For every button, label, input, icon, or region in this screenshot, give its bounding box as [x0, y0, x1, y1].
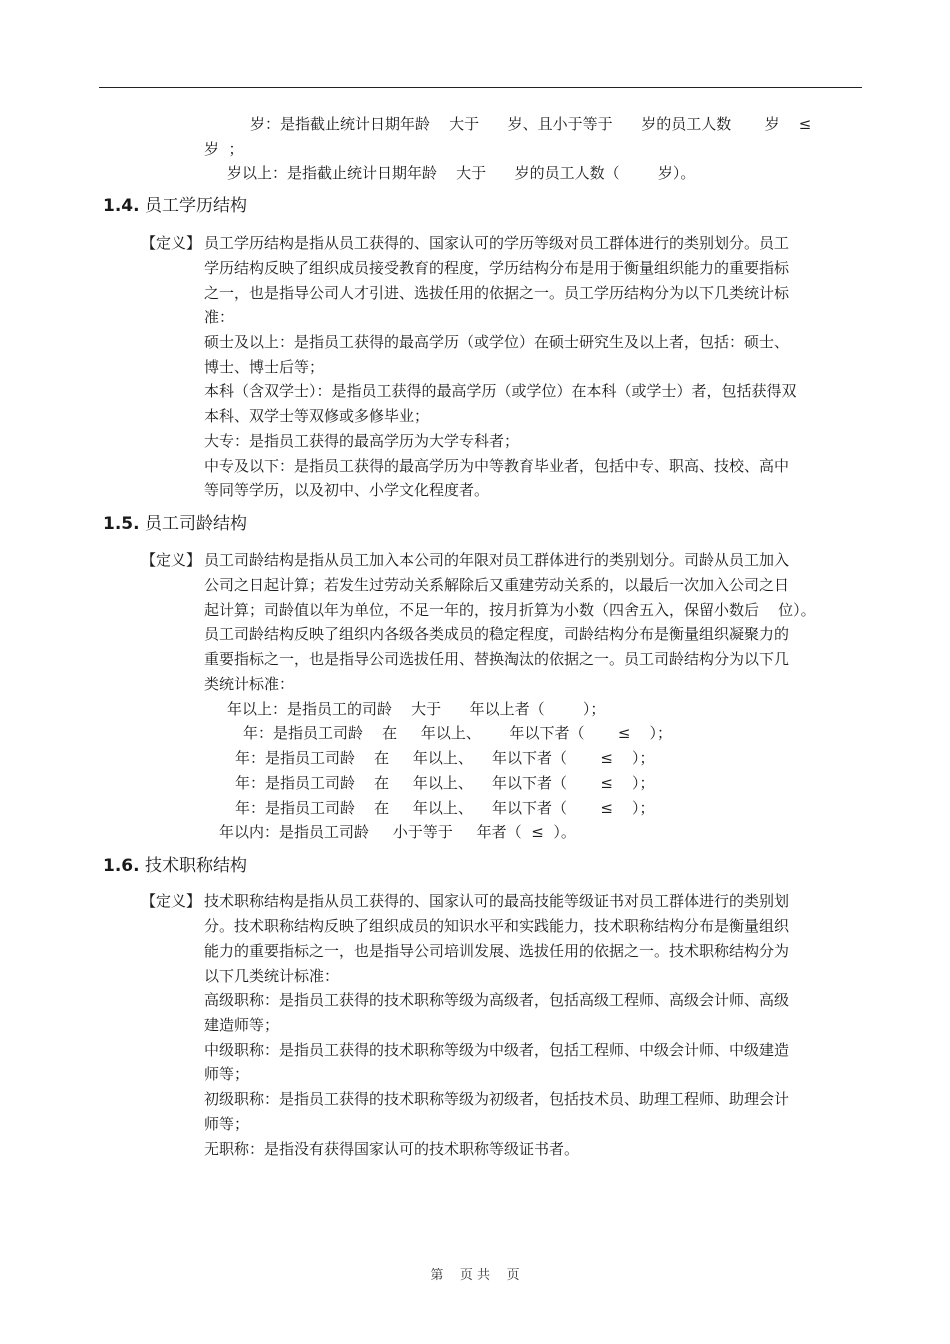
- age-above-line: 岁以上：是指截止统计日期年龄 大于 岁的员工人数（ 岁）。: [227, 164, 696, 182]
- paragraph-line: 博士、博士后等；: [204, 358, 325, 376]
- age-range-line-cont: 岁 ；: [204, 140, 244, 158]
- section-title: 员工学历结构: [144, 196, 247, 216]
- paragraph-line: 技术职称结构是指从员工获得的、国家认可的最高技能等级证书对员工群体进行的类别划: [204, 892, 790, 910]
- tenure-item: 年：是指员工司龄 在 年以上、 年以下者（ ≤ ）；: [235, 799, 655, 817]
- paragraph-line: 类统计标准：: [204, 675, 295, 693]
- paragraph-line: 之一，也是指导公司人才引进、选拔任用的依据之一。员工学历结构分为以下几类统计标: [204, 284, 790, 302]
- paragraph-line: 师等；: [204, 1065, 250, 1083]
- paragraph-line: 员工学历结构是指从员工获得的、国家认可的学历等级对员工群体进行的类别划分。员工: [204, 234, 790, 252]
- paragraph-line: 公司之日起计算；若发生过劳动关系解除后又重建劳动关系的，以最后一次加入公司之日: [204, 576, 790, 594]
- paragraph-line: 分。技术职称结构反映了组织成员的知识水平和实践能力，技术职称结构分布是衡量组织: [204, 917, 790, 935]
- paragraph-line: 等同等学历，以及初中、小学文化程度者。: [204, 481, 490, 499]
- paragraph-line: 本科、双学士等双修或多修毕业；: [204, 407, 430, 425]
- paragraph-line: 高级职称：是指员工获得的技术职称等级为高级者，包括高级工程师、高级会计师、高级: [204, 991, 790, 1009]
- paragraph-line: 中级职称：是指员工获得的技术职称等级为中级者，包括工程师、中级会计师、中级建造: [204, 1041, 790, 1059]
- paragraph-line: 能力的重要指标之一，也是指导公司培训发展、选拔任用的依据之一。技术职称结构分为: [204, 942, 790, 960]
- section-title: 员工司龄结构: [144, 514, 247, 534]
- section-heading-tenure: [103, 513, 247, 535]
- paragraph-line: 建造师等；: [204, 1016, 280, 1034]
- paragraph-line: 起计算；司龄值以年为单位，不足一年的，按月折算为小数（四舍五入，保留小数后 位）。: [204, 601, 816, 619]
- paragraph-line: 本科（含双学士）：是指员工获得的最高学历（或学位）在本科（或学士）者，包括获得双: [204, 382, 797, 400]
- paragraph-line: 中专及以下：是指员工获得的最高学历为中等教育毕业者，包括中专、职高、技校、高中: [204, 457, 790, 475]
- paragraph-line: 初级职称：是指员工获得的技术职称等级为初级者，包括技术员、助理工程师、助理会计: [204, 1090, 790, 1108]
- paragraph-line: 员工司龄结构反映了组织内各级各类成员的稳定程度，司龄结构分布是衡量组织凝聚力的: [204, 625, 790, 643]
- definition-tag: 【定义】: [141, 551, 202, 569]
- paragraph-line: 以下几类统计标准：: [204, 967, 340, 985]
- paragraph-line: 大专：是指员工获得的最高学历为大学专科者；: [204, 432, 520, 450]
- tenure-item: 年以内：是指员工司龄 小于等于 年者（ ≤ ）。: [219, 823, 576, 841]
- tenure-item: 年以上：是指员工的司龄 大于 年以上者（ ）；: [227, 700, 606, 718]
- header-rule: [99, 87, 862, 88]
- section-heading-title: [103, 855, 247, 877]
- paragraph-line: 准：: [204, 308, 235, 326]
- paragraph-line: 无职称：是指没有获得国家认可的技术职称等级证书者。: [204, 1140, 580, 1158]
- paragraph-line: 员工司龄结构是指从员工加入本公司的年限对员工群体进行的类别划分。司龄从员工加入: [204, 551, 790, 569]
- age-range-line: 岁：是指截止统计日期年龄 大于 岁、且小于等于 岁的员工人数 岁 ≤: [250, 115, 812, 133]
- section-number: 1.6.: [103, 856, 140, 876]
- definition-tag: 【定义】: [141, 892, 202, 910]
- section-heading-education: [103, 195, 247, 217]
- paragraph-line: 重要指标之一，也是指导公司选拔任用、替换淘汰的依据之一。员工司龄结构分为以下几: [204, 650, 790, 668]
- tenure-item: 年：是指员工司龄 在 年以上、 年以下者（ ≤ ）；: [235, 749, 655, 767]
- definition-tag: 【定义】: [141, 234, 202, 252]
- section-number: 1.4.: [103, 196, 140, 216]
- paragraph-line: 学历结构反映了组织成员接受教育的程度，学历结构分布是用于衡量组织能力的重要指标: [204, 259, 790, 277]
- paragraph-line: 师等；: [204, 1115, 250, 1133]
- tenure-item: 年：是指员工司龄 在 年以上、 年以下者（ ≤ ）；: [235, 774, 655, 792]
- tenure-item: 年：是指员工司龄 在 年以上、 年以下者（ ≤ ）；: [243, 724, 673, 742]
- page-footer: 第 页 共 页: [430, 1268, 520, 1283]
- section-number: 1.5.: [103, 514, 140, 534]
- paragraph-line: 硕士及以上：是指员工获得的最高学历（或学位）在硕士研究生及以上者，包括：硕士、: [204, 333, 790, 351]
- section-title: 技术职称结构: [144, 856, 247, 876]
